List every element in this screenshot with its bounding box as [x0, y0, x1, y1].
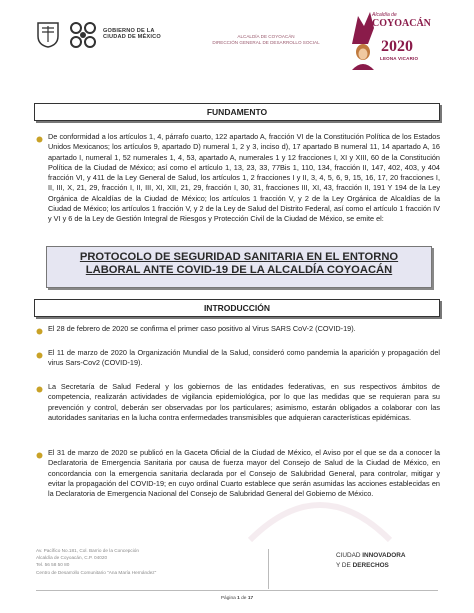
slogan-bold-part: INNOVADORA	[362, 552, 406, 559]
fundamento-heading: FUNDAMENTO	[206, 107, 268, 117]
page-of-label: de	[239, 596, 248, 601]
intro-paragraph-3: La Secretaría de Salud Federal y los gobiernos de las entidades federativas, en sus respectivos ámbitos de competencia, realizarán actividades de vigilancia epidemiológica, por lo que las medidas que se requieran para su prevención y control, deberán ser observadas por los particulares; asimismo, estarán obligados a colaborar con las autoridades sanitarias en la lucha contra enfermedades transmisibles que adquieran características epidémicas.	[48, 382, 440, 422]
fundamento-paragraph: De conformidad a los artículos 1, 4, párrafo cuarto, 122 apartado A, fracción VI de la Constitución Política de los Estados Unidos Mexicanos; los artículos 9, apartado D) numeral 1, 2 y 3, inciso d), 17 apartado B numeral 11, 14 apartado A, 16 apartado I, numeral 1, 52 numerales 1, 4, 53, apartado A, numerales 1 y 12 fracciones I, XI y XIII, 60 de la Constitución Política de la Ciudad de México; así como el artículo 1, 13, 23, 33, 77Bis 1, 110, 134, fracción II, 147, 402, 403, y 404 fracción VI, y 411 de la Ley General de Salud, los artículos 1, 2 fracciones I y II, 3, 4, 5, 6, 9, 15, 16, 17, 20 fracciones I, II, III, X, 21, 29, fracción I, II, III, XI, XII, 21, 29, fracción I, 30, 31, fracciones III, XI, 43, fracción II, 191 Y 194 de la Ley Orgánica de Alcaldías de la Ciudad de México; los artículos 1 fracción V, y 2 de la Ley Orgánica de Alcaldías de la Ciudad de México; los artículos 1 fracción V, y 2 de la Ley de Salud del Distrito Federal, así como el artículo 1 fracción IV y VI y 6 de la Ley de Gestión Integral de Riesgos y Protección Civil de la Ciudad de México, se emite el:	[48, 132, 440, 224]
leona-vicario-portrait-icon	[350, 42, 376, 70]
leona-vicario-label: LEONA VICARIO	[380, 56, 419, 61]
current-page: 1	[237, 596, 240, 601]
government-logo-text	[103, 28, 161, 41]
year-2020-logo: 2020	[381, 38, 413, 55]
intro-paragraph-2: El 11 de marzo de 2020 la Organización Mundial de la Salud, consideró como pandemia la aparición y propagación del virus Sars-Cov2 (COVID-19).	[48, 348, 440, 368]
dept-line-2: DIRECCIÓN GENERAL DE DESARROLLO SOCIAL	[212, 40, 320, 45]
footer-phone: Tel. 56 58 50 80	[36, 562, 70, 568]
footer-address	[36, 547, 156, 576]
alcaldia-label: Alcaldía de	[372, 12, 397, 18]
coyoacan-logo-text: COYOACÁN	[372, 18, 431, 29]
footer-divider	[268, 549, 269, 589]
page-number	[0, 596, 474, 601]
footer-address-line: Av. Pacífico No.181, Col. Barrio de la Concepción	[36, 548, 140, 553]
intro-paragraph-1: El 28 de febrero de 2020 se confirma el primer caso positivo al Virus SARS CoV-2 (COVID-19).	[48, 324, 356, 333]
bullet-icon	[36, 136, 43, 143]
watermark-icon	[240, 470, 400, 550]
slogan-part: CIUDAD	[336, 552, 363, 559]
bullet-icon	[36, 452, 43, 459]
introduccion-heading-box	[34, 299, 440, 317]
cdmx-logo-icon	[68, 20, 98, 50]
intro-paragraph-4: El 31 de marzo de 2020 se publicó en la Gaceta Oficial de la Ciudad de México, el Aviso por el que se da a conocer la Declaratoria de Emergencia Sanitaria por causa de fuerza mayor del Consejo de Salud de la Ciudad de México, en concordancia con la emergencia sanitaria declarada por el Consejo de Salubridad General, para controlar, mitigar y evitar la propagación del COVID-19; en cuyo ordinal Cuarto establece que serán asumidas las acciones establecidas en la Declaratoria de Emergencia Nacional del Consejo de Salubridad General del Gobierno de México.	[48, 448, 440, 499]
document-header	[0, 0, 474, 80]
bullet-icon	[36, 386, 43, 393]
dept-line-1: ALCALDÍA DE COYOACÁN	[237, 34, 295, 39]
footer-center-name: Centro de Desarrollo Comunitario "Ana María Hernández"	[36, 569, 157, 575]
footer-rule	[36, 590, 438, 591]
introduccion-heading: INTRODUCCIÓN	[203, 303, 271, 313]
slogan-bold-part: DERECHOS	[352, 562, 389, 569]
bullet-icon	[36, 352, 43, 359]
bullet-icon	[36, 328, 43, 335]
gov-line-1: GOBIERNO DE LA	[103, 28, 155, 34]
department-heading	[196, 34, 336, 46]
total-pages: 17	[247, 596, 254, 601]
cdmx-shield-icon	[37, 22, 59, 48]
fundamento-heading-box	[34, 103, 440, 121]
footer-slogan	[336, 551, 405, 571]
protocol-title: PROTOCOLO DE SEGURIDAD SANITARIA EN EL ENTORNO LABORAL ANTE COVID-19 DE LA ALCALDÍA COYOACÁN	[79, 251, 399, 276]
page-label: Página	[220, 596, 238, 601]
slogan-part: Y DE	[336, 562, 353, 569]
gov-line-2: CIUDAD DE MÉXICO	[103, 34, 161, 41]
footer-address-line: Alcaldía de Coyoacán, C.P. 04020	[36, 555, 108, 561]
